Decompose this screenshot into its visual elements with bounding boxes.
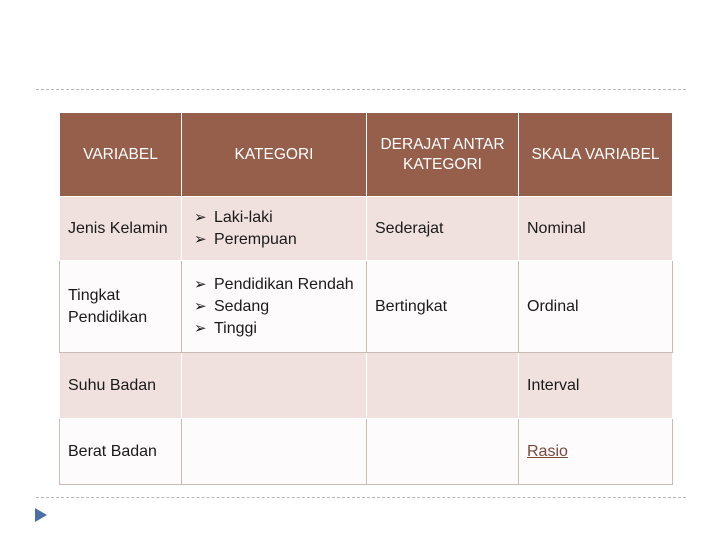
cell-derajat: Sederajat [367,197,519,261]
table-row [60,261,673,353]
variable-scale-table [59,112,673,485]
list-item: ➢ Tinggi [190,318,358,340]
list-item: ➢ Sedang [190,296,358,318]
cell-variabel: Jenis Kelamin [60,197,182,261]
rasio-link[interactable]: Rasio [527,442,568,460]
cell-skala: Interval [519,353,673,419]
kategori-list [190,274,358,340]
header-kategori: KATEGORI [182,113,367,197]
cell-kategori [182,419,367,485]
cell-derajat [367,419,519,485]
cell-kategori [182,353,367,419]
play-triangle-icon[interactable] [34,507,48,523]
table-row [60,419,673,485]
cell-variabel: Berat Badan [60,419,182,485]
header-derajat: DERAJAT ANTAR KATEGORI [367,113,519,197]
top-divider [36,89,686,90]
cell-skala [519,419,673,485]
cell-kategori [182,261,367,353]
table-row [60,197,673,261]
list-item: ➢ Pendidikan Rendah [190,274,358,296]
table-row [60,353,673,419]
header-skala: SKALA VARIABEL [519,113,673,197]
arrow-bullet-icon: ➢ [194,208,207,226]
arrow-bullet-icon: ➢ [194,275,207,293]
header-row [60,113,673,197]
header-variabel: VARIABEL [60,113,182,197]
cell-derajat [367,353,519,419]
cell-skala: Nominal [519,197,673,261]
kategori-list [190,207,358,251]
bottom-divider [36,497,686,498]
arrow-bullet-icon: ➢ [194,319,207,337]
list-item: ➢ Laki-laki [190,207,358,229]
cell-variabel: Suhu Badan [60,353,182,419]
arrow-bullet-icon: ➢ [194,230,207,248]
arrow-bullet-icon: ➢ [194,297,207,315]
list-item: ➢ Perempuan [190,229,358,251]
cell-variabel: Tingkat Pendidikan [60,261,182,353]
cell-skala: Ordinal [519,261,673,353]
cell-kategori [182,197,367,261]
cell-derajat: Bertingkat [367,261,519,353]
